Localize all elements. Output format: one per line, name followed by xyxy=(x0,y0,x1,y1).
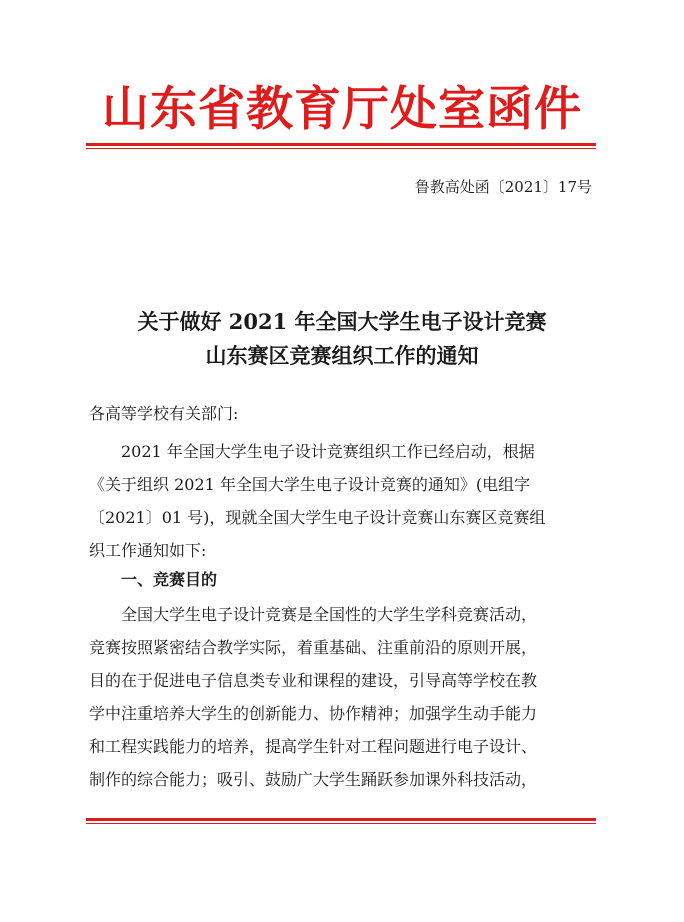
section-paragraph-line: 竞赛按照紧密结合教学实际，着重基础、注重前沿的原则开展， xyxy=(89,638,538,657)
intro-paragraph-line: 2021 年全国大学生电子设计竞赛组织工作已经启动，根据 xyxy=(121,442,535,461)
intro-paragraph-line: 织工作通知如下: xyxy=(89,541,207,560)
masthead-title: 山东省教育厅处室函件 xyxy=(102,82,582,137)
section-paragraph-line: 学中注重培养大学生的创新能力、协作精神；加强学生动手能力 xyxy=(89,704,538,723)
separator-thin-line xyxy=(86,148,596,149)
separator-thin-line xyxy=(86,823,596,824)
masthead-separator-top xyxy=(86,143,596,149)
section-paragraph-line: 全国大学生电子设计竞赛是全国性的大学生学科竞赛活动， xyxy=(121,605,538,624)
section-paragraph-line: 和工程实践能力的培养，提高学生针对工程问题进行电子设计、 xyxy=(89,737,538,756)
intro-paragraph-line: 〔2021〕01 号)，现就全国大学生电子设计竞赛山东赛区竞赛组 xyxy=(89,508,546,527)
intro-paragraph-line: 《关于组织 2021 年全国大学生电子设计竞赛的通知》(电组字 xyxy=(89,475,531,494)
document-title-line-2: 山东赛区竞赛组织工作的通知 xyxy=(205,343,479,368)
footer-separator xyxy=(86,818,596,824)
salutation: 各高等学校有关部门: xyxy=(89,404,239,423)
section-heading-purpose: 一、竞赛目的 xyxy=(121,570,218,589)
document-number: 鲁教高处函〔2021〕17号 xyxy=(414,178,592,196)
document-title-line-1: 关于做好 2021 年全国大学生电子设计竞赛 xyxy=(137,309,547,334)
section-paragraph-line: 目的在于促进电子信息类专业和课程的建设，引导高等学校在教 xyxy=(89,671,538,690)
section-paragraph-line: 制作的综合能力；吸引、鼓励广大学生踊跃参加课外科技活动， xyxy=(89,770,538,789)
